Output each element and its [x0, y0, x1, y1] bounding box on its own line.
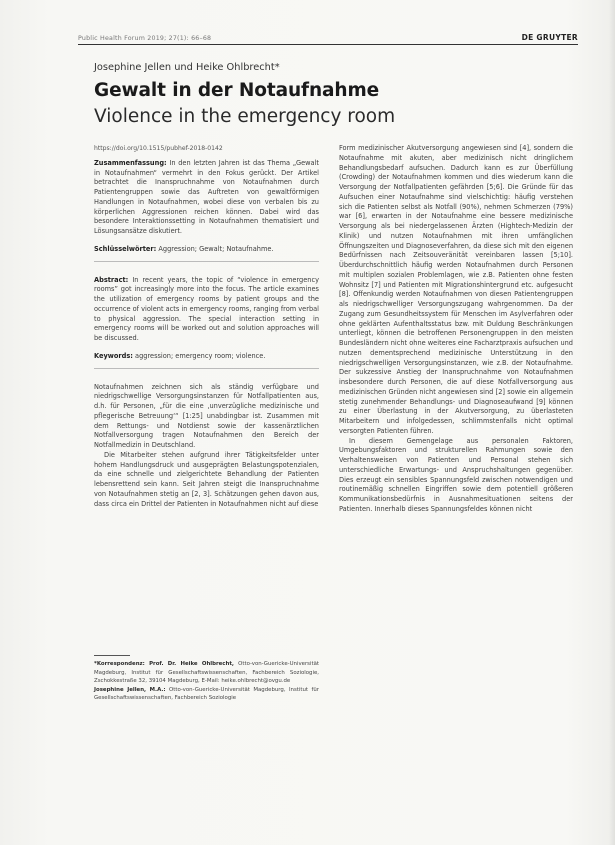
- keywords-german: [94, 245, 319, 262]
- correspondence-footnote: [94, 660, 319, 703]
- keywords-german-label: Schlüsselwörter:: [94, 244, 157, 253]
- abstract-english-label: Abstract:: [94, 275, 129, 284]
- body-paragraph: Die Mitarbeiter stehen aufgrund ihrer Tätigkeitsfelder unter hohem Handlungsdruck und ausgeprägten Belastungspotenzialen, da eine schnelle und zielgerichtete Behandlung der Patienten lebensrettend sein kann. Seit Jahren steigt die Inanspruchnahme von Notaufnahmen stetig an [2, 3]. Schätzungen gehen davon aus, dass circa ein Drittel der Patienten in Notaufnahmen nicht auf diese: [94, 450, 319, 508]
- abstract-english-text: In recent years, the topic of “violence in emergency rooms” got increasingly more into the focus. The article examines the utilization of emergency rooms by patient groups and the occurrence of violent acts in emergency rooms, ranging from verbal to physical aggression. The special interaction setting in emergency rooms will be worked out and solution approaches will be discussed.: [94, 275, 319, 342]
- abstract-german-label: Zusammenfassung:: [94, 158, 167, 167]
- keywords-english-text: aggression; emergency room; violence.: [135, 351, 266, 360]
- footnote-divider: [94, 655, 130, 656]
- right-column: [339, 144, 573, 515]
- doi-link[interactable]: https://doi.org/10.1515/pubhef-2018-0142: [94, 145, 223, 152]
- body-paragraph: Notaufnahmen zeichnen sich als ständig verfügbare und niedrigschwellige Versorgungsinstanzen für Notfallpatienten aus, d.h. für Personen, „für die eine ‚unverzügliche medizinische und pflegerische Betreuung‘“ [1:25] unabdingbar ist. Zusammen mit dem Rettungs- und Notdienst sowie der kassenärztlichen Notfallversorgung tragen Notaufnahmen den Bereich der Notfallmedizin in Deutschland.: [94, 382, 319, 449]
- left-column: [94, 144, 319, 509]
- body-paragraph: In diesem Gemengelage aus personalen Faktoren, Umgebungsfaktoren und strukturellen Rahmungen sowie den Verhaltensweisen von Patienten und Personal stehen sich unterschiedliche Erwartungs- und Anspruchshaltungen gegenüber. Dies erzeugt ein sensibles Spannungsfeld zwischen notwendigen und routinemäßig schnellen Eingriffen sowie dem potentiell größeren Kommunikationsbedürfnis in Ausnahmesituationen seitens der Patienten. Innerhalb dieses Spannungsfeldes können nicht: [339, 436, 573, 513]
- article-authors: Josephine Jellen und Heike Ohlbrecht*: [94, 62, 280, 73]
- scan-edge-shadow: [609, 0, 615, 845]
- footnote-second-author-label: Josephine Jellen, M.A.:: [94, 686, 166, 693]
- footnote-second-author-text: Otto-von-Guericke-Universität Magdeburg, Institut für Gesellschaftswissenschaften, Fachbereich Soziologie: [94, 686, 319, 702]
- article-title-german: Gewalt in der Notaufnahme: [94, 80, 380, 101]
- footnote-correspondence: [94, 660, 319, 686]
- header-divider: [78, 44, 578, 45]
- article-title-english: Violence in the emergency room: [94, 106, 396, 127]
- running-header: [78, 28, 578, 42]
- body-paragraph: Form medizinischer Akutversorgung angewiesen sind [4], sondern die Notaufnahme mit akuten, aber medizinisch nicht dringlichem Behandlungsbedarf aufsuchen. Dadurch kann es zur Überfüllung (Crowding) der Notaufnahmen kommen und dies wiederum kann die Versorgung der Notfallpatienten gefährden [5;6]. Die Gründe für das Aufsuchen einer Notaufnahme sind vielschichtig: häufig verstehen sich die Patienten selbst als Notfall (90%), nehmen Schmerzen (79%) war [6], erwarten in der Notaufnahme eine bessere medizinische Versorgung als bei niedergelassenen Ärzten (Hightech-Medizin der Klinik) und nutzen Notaufnahmen mit ihren umfänglichen Öffnungszeiten und Diagnoseverfahren, da diese sich mit den eigenen Bedürfnissen nach Zeitsouveränität vereinbaren lassen [5;10]. Überdurchschnittlich häufig werden Notaufnahmen durch Personen mit multiplen sozialen Problemlagen, wie z.B. Patienten ohne festen Wohnsitz [7] und Patienten mit Migrationshintergrund etc. aufgesucht [8]. Offenkundig werden Notaufnahmen von diesen Patientengruppen als niedrigschwelliger Versorgungszugang wahrgenommen. Da der Zugang zum Gesundheitssystem für Menschen im Asylverfahren oder ohne geklärten Aufenthaltsstatus bzw. mit Duldung Beschränkungen unterliegt, können die betroffenen Personengruppen in den meisten Bundesländern nicht ohne weiteres eine Facharztpraxis aufsuchen und nutzen dementsprechend medizinische Unterstützung in den niedrigschwelligen Versorgungsinstanzen, wie z.B. der Notaufnahme. Der sukzessive Anstieg der Inanspruchnahme von Notaufnahmen insbesondere durch Personen, die auf diese Notfallversorgung aus medizinischen Gründen nicht angewiesen sind [2] sowie ein allgemein stetig zunehmender Behandlungs- und Diagnoseaufwand [9] können zu einer Überlastung in der Akutversorgung, zu überlasteten Mitarbeitern und infolgedessen, schlimmstenfalls nicht optimal versorgten Patienten führen.: [339, 144, 573, 435]
- footnote-correspondence-label: *Korrespondenz: Prof. Dr. Heike Ohlbrecht,: [94, 661, 234, 667]
- keywords-english-label: Keywords:: [94, 351, 133, 360]
- abstract-german-text: In den letzten Jahren ist das Thema „Gewalt in Notaufnahmen“ vermehrt in den Fokus gerückt. Der Artikel betrachtet die Inanspruchnahme von Notaufnahmen durch Patientengruppen sowie das Auftreten von gewaltförmigen Handlungen in Notaufnahmen, wobei diese von verbalen bis zu körperlichen Aggressionen reichen können. Dabei wird das besondere Interaktionssetting in Notaufnahmen thematisiert und Lösungsansätze diskutiert.: [94, 158, 319, 235]
- publisher-logo: DE GRUYTER: [521, 33, 578, 42]
- footnote-correspondence-text: Otto-von-Guericke-Universität Magdeburg, Institut für Gesellschaftswissenschaften, Fachbereich Soziologie, Zschokkestraße 32, 39104 Magdeburg, E-Mail: heike.ohlbrecht@ovgu.de: [94, 661, 320, 685]
- abstract-english: [94, 276, 319, 344]
- footnote-second-author: [94, 686, 319, 703]
- abstract-german: [94, 159, 319, 237]
- journal-citation: Public Health Forum 2019; 27(1): 66–68: [78, 35, 212, 42]
- keywords-english: [94, 352, 319, 369]
- keywords-german-text: Aggression; Gewalt; Notaufnahme.: [158, 244, 274, 253]
